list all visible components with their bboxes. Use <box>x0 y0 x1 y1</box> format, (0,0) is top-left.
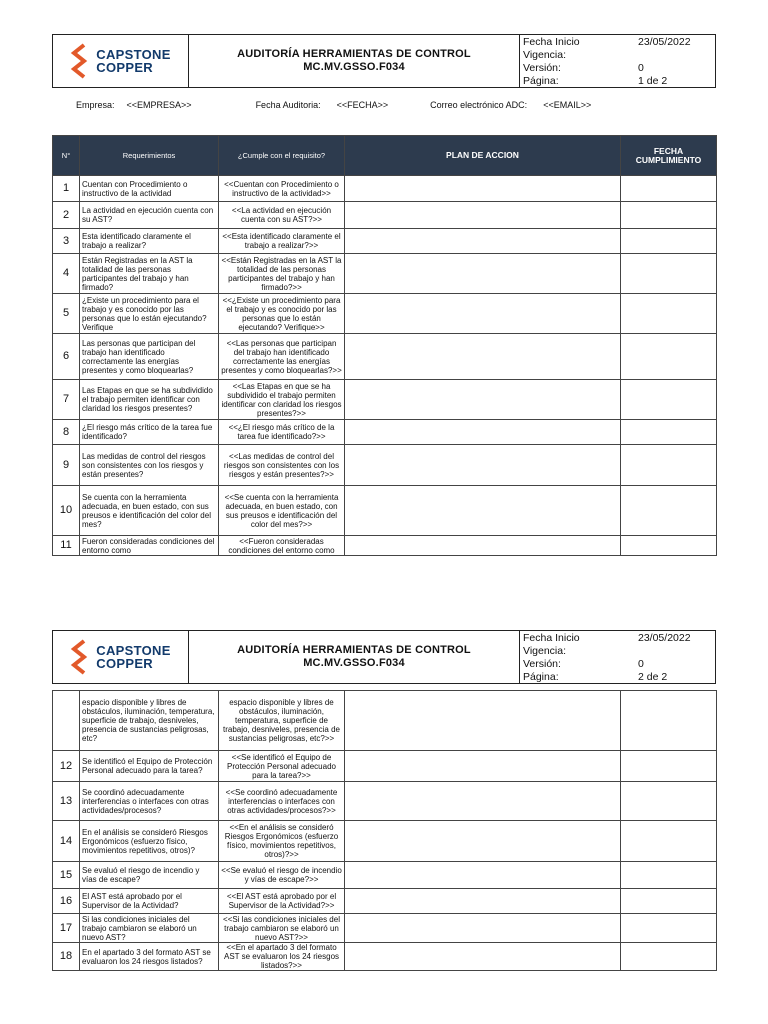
document-title <box>189 35 520 87</box>
plan-accion-cell[interactable] <box>345 254 621 294</box>
document-title <box>189 631 520 683</box>
table-row <box>53 334 717 380</box>
cumple-value: <<Esta identificado claramente el trabajo a realizar?>> <box>219 229 345 254</box>
plan-accion-cell[interactable] <box>345 334 621 380</box>
plan-accion-cell[interactable] <box>345 445 621 486</box>
logo-line-1: CAPSTONE <box>96 47 171 62</box>
table-row <box>53 914 717 943</box>
cumple-value: <<Si las condiciones iniciales del trabajo cambiaron se elaboró un nuevo AST?>> <box>219 914 345 943</box>
plan-accion-cell[interactable] <box>345 782 621 821</box>
cumple-value: <<Se cuenta con la herramienta adecuada, en buen estado, con sus preusos e identificación del color del mes?>> <box>219 486 345 536</box>
fecha-cumplimiento-cell[interactable] <box>621 229 717 254</box>
vigencia-label: Vigencia: <box>523 48 567 61</box>
col-header-fecha: FECHA CUMPLIMIENTO <box>621 136 717 176</box>
logo-line-1: CAPSTONE <box>96 643 171 658</box>
logo-line-2: COPPER <box>96 656 153 671</box>
plan-accion-cell[interactable] <box>345 536 621 556</box>
table-row <box>53 782 717 821</box>
document-header-page-2 <box>52 630 716 684</box>
empresa-label: Empresa: <box>76 100 115 110</box>
correo-label: Correo electrónico ADC: <box>430 100 528 110</box>
requirement-text: Se coordinó adecuadamente interferencias o interfaces con otras actividades/procesos? <box>80 782 219 821</box>
row-number: 13 <box>53 782 80 821</box>
correo-value: <<EMAIL>> <box>543 100 592 110</box>
requirement-text: Las personas que participan del trabajo han identificado correctamente las energías presentes y como bloquearlas? <box>80 334 219 380</box>
audit-table-page-2 <box>52 690 717 971</box>
row-number: 17 <box>53 914 80 943</box>
requirement-text: El AST está aprobado por el Supervisor de la Actividad? <box>80 889 219 914</box>
row-number: 4 <box>53 254 80 294</box>
pagina-label: Página: <box>523 670 559 683</box>
requirement-text: Las Etapas en que se ha subdividido el trabajo permiten identificar con claridad los riesgos presentes? <box>80 380 219 420</box>
table-row <box>53 254 717 294</box>
row-number: 1 <box>53 176 80 202</box>
table-row <box>53 691 717 751</box>
plan-accion-cell[interactable] <box>345 862 621 889</box>
title-line-2: MC.MV.GSSO.F034 <box>303 61 405 73</box>
table-row <box>53 536 717 556</box>
fecha-cumplimiento-cell[interactable] <box>621 202 717 229</box>
fecha-cumplimiento-cell[interactable] <box>621 445 717 486</box>
cumple-value: <<Las personas que participan del trabajo han identificado correctamente las energías presentes y como bloquearlas?>> <box>219 334 345 380</box>
row-number: 15 <box>53 862 80 889</box>
requirement-text: espacio disponible y libres de obstáculos, iluminación, temperatura, superficie de trabajo, desniveles, presencia de sustancias peligrosas, etc? <box>80 691 219 751</box>
col-header-n: N° <box>53 136 80 176</box>
row-number: 18 <box>53 943 80 971</box>
fecha-inicio-value: 23/05/2022 <box>638 35 691 48</box>
cumple-value: <<Se evaluó el riesgo de incendio y vías de escape?>> <box>219 862 345 889</box>
table-row <box>53 862 717 889</box>
pagina-value: 1 de 2 <box>638 74 668 87</box>
table-row <box>53 176 717 202</box>
plan-accion-cell[interactable] <box>345 229 621 254</box>
table-row <box>53 889 717 914</box>
table-row <box>53 380 717 420</box>
requirement-text: Cuentan con Procedimiento o instructivo de la actividad <box>80 176 219 202</box>
row-number: 12 <box>53 751 80 782</box>
row-number: 7 <box>53 380 80 420</box>
fecha-cumplimiento-cell[interactable] <box>621 821 717 862</box>
cumple-value: <<Cuentan con Procedimiento o instructivo de la actividad>> <box>219 176 345 202</box>
title-line-2: MC.MV.GSSO.F034 <box>303 657 405 669</box>
pagina-label: Página: <box>523 74 559 87</box>
plan-accion-cell[interactable] <box>345 889 621 914</box>
vigencia-label: Vigencia: <box>523 644 567 657</box>
title-line-1: AUDITORÍA HERRAMIENTAS DE CONTROL <box>237 644 471 656</box>
fecha-cumplimiento-cell[interactable] <box>621 914 717 943</box>
table-row <box>53 445 717 486</box>
audit-table-page-1 <box>52 135 717 556</box>
fecha-auditoria-label: Fecha Auditoria: <box>255 100 321 110</box>
plan-accion-cell[interactable] <box>345 176 621 202</box>
fecha-cumplimiento-cell[interactable] <box>621 294 717 334</box>
version-value: 0 <box>638 61 644 74</box>
requirement-text: Están Registradas en la AST la totalidad de las personas participantes del trabajo y han firmado? <box>80 254 219 294</box>
pagina-value: 2 de 2 <box>638 670 668 683</box>
row-number: 2 <box>53 202 80 229</box>
row-number: 8 <box>53 420 80 445</box>
plan-accion-cell[interactable] <box>345 691 621 751</box>
cumple-value: <<Fueron consideradas condiciones del entorno como <box>219 536 345 556</box>
company-logo <box>53 631 189 683</box>
fecha-auditoria-value: <<FECHA>> <box>336 100 389 110</box>
row-number: 16 <box>53 889 80 914</box>
requirement-text: ¿El riesgo más crítico de la tarea fue identificado? <box>80 420 219 445</box>
requirement-text: Se cuenta con la herramienta adecuada, en buen estado, con sus preusos e identificación del color del mes? <box>80 486 219 536</box>
fecha-cumplimiento-cell[interactable] <box>621 691 717 751</box>
requirement-text: Fueron consideradas condiciones del entorno como <box>80 536 219 556</box>
table-row <box>53 821 717 862</box>
fecha-cumplimiento-cell[interactable] <box>621 254 717 294</box>
fecha-inicio-value: 23/05/2022 <box>638 631 691 644</box>
fecha-cumplimiento-cell[interactable] <box>621 334 717 380</box>
row-number: 10 <box>53 486 80 536</box>
requirement-text: ¿Existe un procedimiento para el trabajo y es conocido por las personas que lo están ejecutando? Verifique <box>80 294 219 334</box>
col-header-plan: PLAN DE ACCION <box>345 136 621 176</box>
page-2 <box>0 626 768 1024</box>
plan-accion-cell[interactable] <box>345 821 621 862</box>
cumple-value: espacio disponible y libres de obstáculos, iluminación, temperatura, superficie de trabajo, desniveles, presencia de sustancias peligrosas, etc?>> <box>219 691 345 751</box>
plan-accion-cell[interactable] <box>345 486 621 536</box>
table-row <box>53 943 717 971</box>
requirement-text: En el apartado 3 del formato AST se evaluaron los 24 riesgos listados? <box>80 943 219 971</box>
version-value: 0 <box>638 657 644 670</box>
table-row <box>53 294 717 334</box>
table-row <box>53 486 717 536</box>
empresa-value: <<EMPRESA>> <box>126 100 192 110</box>
table-row <box>53 420 717 445</box>
plan-accion-cell[interactable] <box>345 914 621 943</box>
fecha-inicio-label: Fecha Inicio <box>523 35 580 48</box>
document-meta <box>520 631 715 683</box>
row-number: 3 <box>53 229 80 254</box>
fecha-cumplimiento-cell[interactable] <box>621 486 717 536</box>
cumple-value: <<Se identificó el Equipo de Protección Personal adecuado para la tarea?>> <box>219 751 345 782</box>
fecha-cumplimiento-cell[interactable] <box>621 943 717 971</box>
cumple-value: <<El AST está aprobado por el Supervisor de la Actividad?>> <box>219 889 345 914</box>
cumple-value: <<¿El riesgo más crítico de la tarea fue identificado?>> <box>219 420 345 445</box>
cumple-value: <<En el análisis se consideró Riesgos Ergonómicos (esfuerzo físico, movimientos repetitivos, otros)?>> <box>219 821 345 862</box>
fecha-cumplimiento-cell[interactable] <box>621 420 717 445</box>
row-number: 9 <box>53 445 80 486</box>
plan-accion-cell[interactable] <box>345 202 621 229</box>
document-header <box>52 34 716 88</box>
capstone-logo-icon <box>70 639 92 675</box>
version-label: Versión: <box>523 657 561 670</box>
table-row <box>53 202 717 229</box>
requirement-text: Si las condiciones iniciales del trabajo cambiaron se elaboró un nuevo AST? <box>80 914 219 943</box>
fecha-cumplimiento-cell[interactable] <box>621 751 717 782</box>
fecha-cumplimiento-cell[interactable] <box>621 782 717 821</box>
document-meta <box>520 35 715 87</box>
table-header-row <box>53 136 717 176</box>
requirement-text: Se evaluó el riesgo de incendio y vías de escape? <box>80 862 219 889</box>
cumple-value: <<En el apartado 3 del formato AST se evaluaron los 24 riesgos listados?>> <box>219 943 345 971</box>
title-line-1: AUDITORÍA HERRAMIENTAS DE CONTROL <box>237 48 471 60</box>
row-number: 14 <box>53 821 80 862</box>
requirement-text: Se identificó el Equipo de Protección Personal adecuado para la tarea? <box>80 751 219 782</box>
cumple-value: <<La actividad en ejecución cuenta con su AST?>> <box>219 202 345 229</box>
requirement-text: En el análisis se consideró Riesgos Ergonómicos (esfuerzo físico, movimientos repetitivos, otros)? <box>80 821 219 862</box>
cumple-value: <<Las medidas de control del riesgos son consistentes con los riesgos y están presentes?>> <box>219 445 345 486</box>
version-label: Versión: <box>523 61 561 74</box>
capstone-logo-icon <box>70 43 92 79</box>
table-row <box>53 229 717 254</box>
audit-info-line <box>76 100 696 110</box>
fecha-cumplimiento-cell[interactable] <box>621 889 717 914</box>
col-header-requerimientos: Requerimientos <box>80 136 219 176</box>
fecha-cumplimiento-cell[interactable] <box>621 536 717 556</box>
cumple-value: <<Las Etapas en que se ha subdividido el trabajo permiten identificar con claridad los riesgos presentes?>> <box>219 380 345 420</box>
cumple-value: <<Se coordinó adecuadamente interferencias o interfaces con otras actividades/procesos?>> <box>219 782 345 821</box>
row-number <box>53 691 80 751</box>
plan-accion-cell[interactable] <box>345 943 621 971</box>
requirement-text: La actividad en ejecución cuenta con su AST? <box>80 202 219 229</box>
company-logo <box>53 35 189 87</box>
fecha-cumplimiento-cell[interactable] <box>621 176 717 202</box>
table-row <box>53 751 717 782</box>
row-number: 6 <box>53 334 80 380</box>
requirement-text: Las medidas de control del riesgos son consistentes con los riesgos y están presentes? <box>80 445 219 486</box>
plan-accion-cell[interactable] <box>345 294 621 334</box>
fecha-cumplimiento-cell[interactable] <box>621 862 717 889</box>
cumple-value: <<¿Existe un procedimiento para el trabajo y es conocido por las personas que lo están ejecutando? Verifique>> <box>219 294 345 334</box>
plan-accion-cell[interactable] <box>345 751 621 782</box>
row-number: 11 <box>53 536 80 556</box>
fecha-cumplimiento-cell[interactable] <box>621 380 717 420</box>
fecha-inicio-label: Fecha Inicio <box>523 631 580 644</box>
plan-accion-cell[interactable] <box>345 380 621 420</box>
logo-line-2: COPPER <box>96 60 153 75</box>
col-header-cumple: ¿Cumple con el requisito? <box>219 136 345 176</box>
cumple-value: <<Están Registradas en la AST la totalidad de las personas participantes del trabajo y han firmado?>> <box>219 254 345 294</box>
page-separator <box>0 590 768 626</box>
plan-accion-cell[interactable] <box>345 420 621 445</box>
requirement-text: Esta identificado claramente el trabajo a realizar? <box>80 229 219 254</box>
row-number: 5 <box>53 294 80 334</box>
